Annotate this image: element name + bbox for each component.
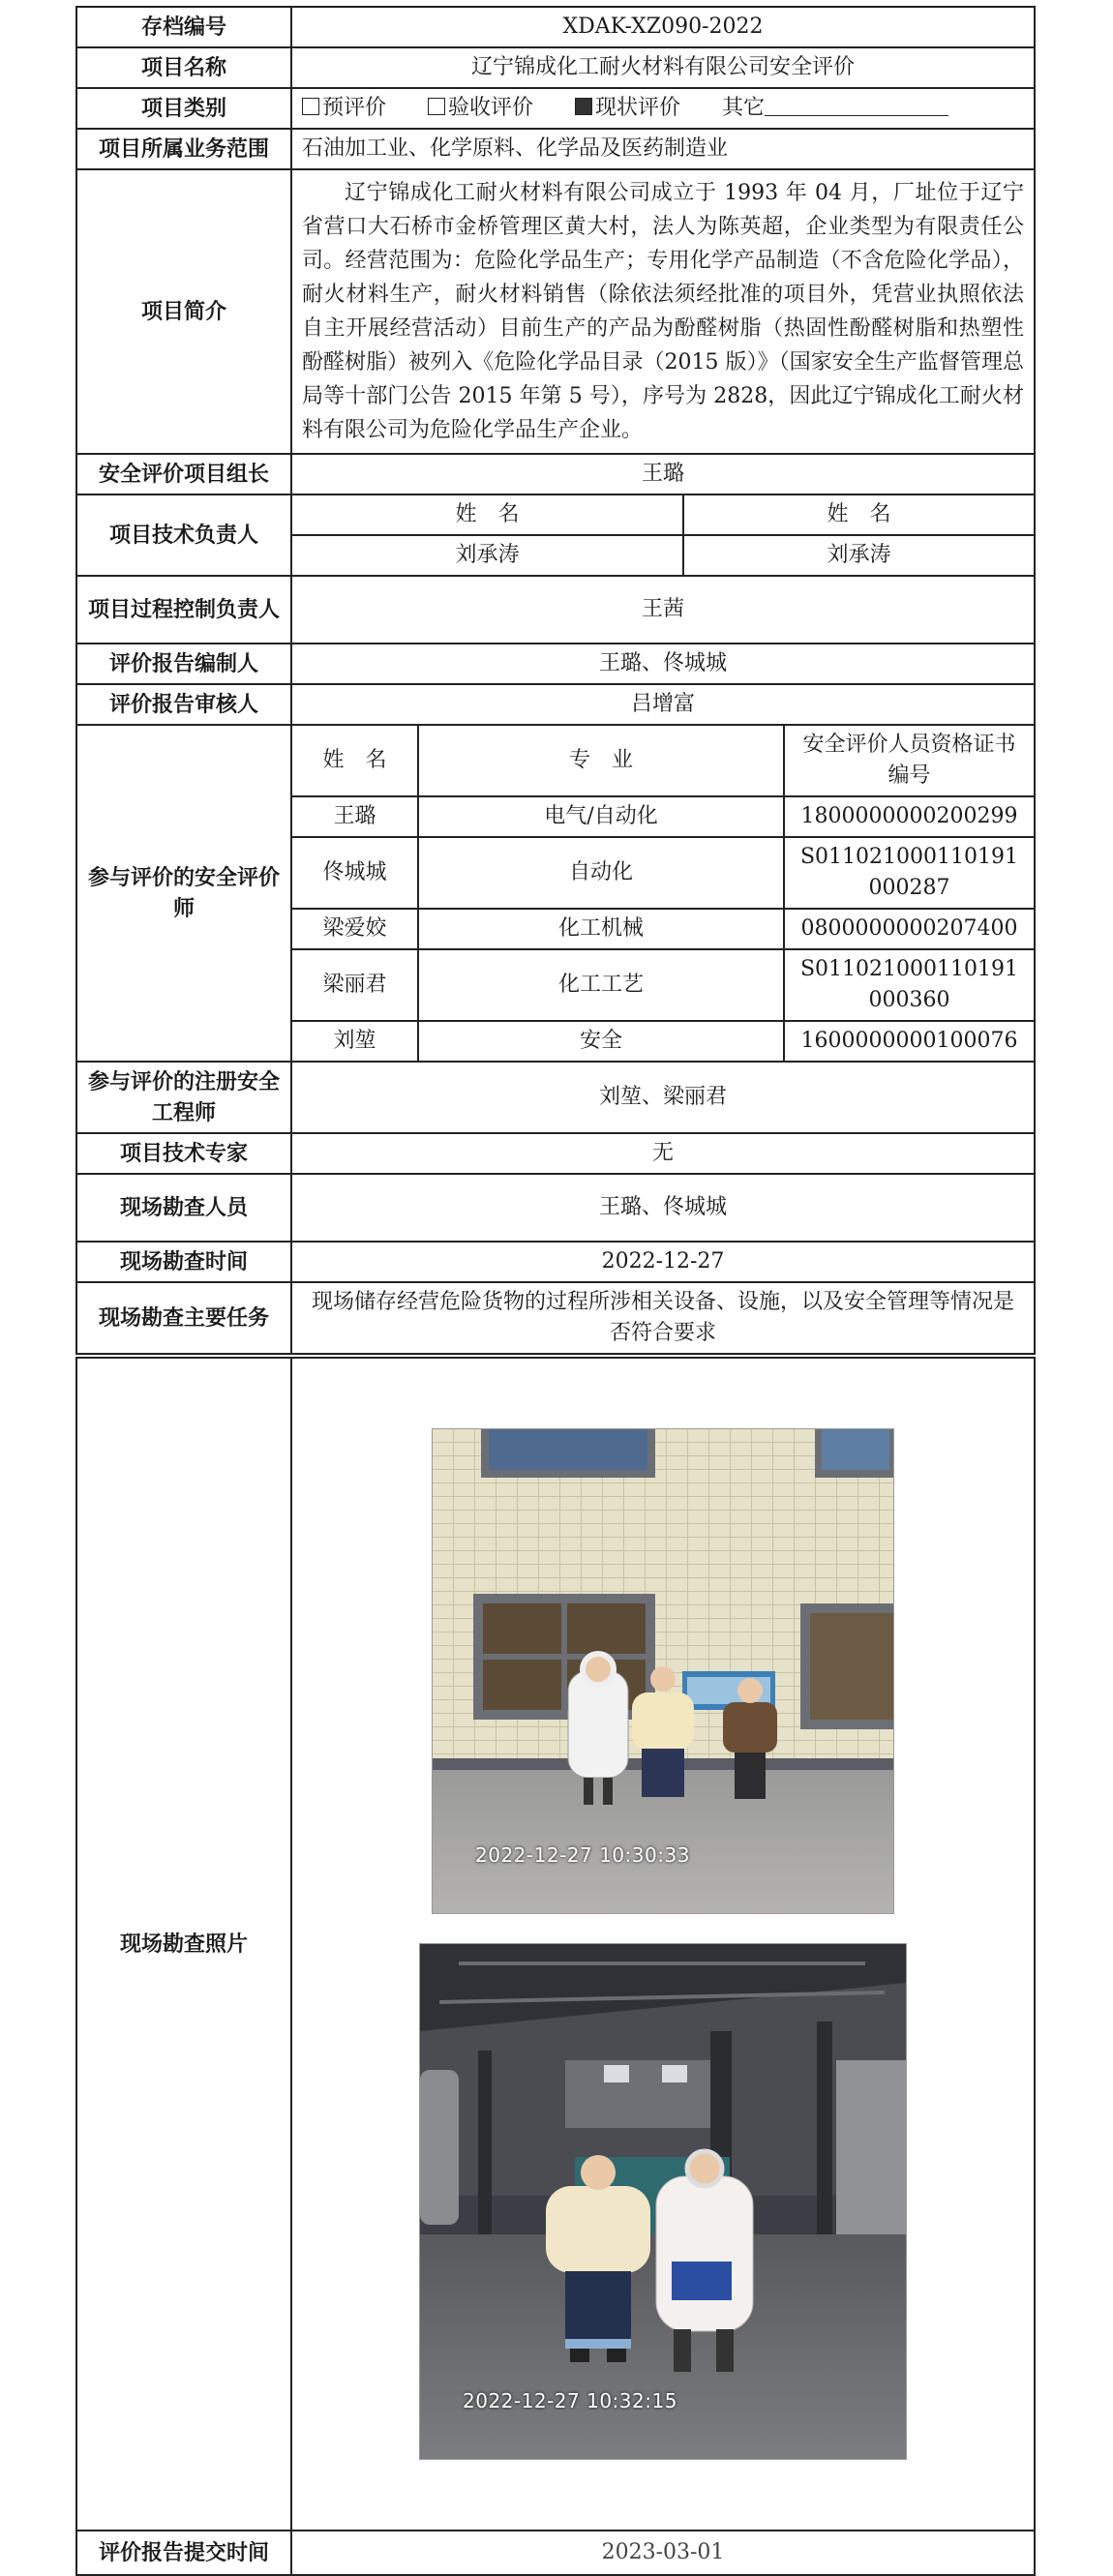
evaluator-name: 梁爱姣 <box>292 909 418 949</box>
process-control-label: 项目过程控制负责人 <box>76 576 291 644</box>
row-intro <box>76 169 1035 454</box>
category-option-pre[interactable] <box>302 93 386 124</box>
evaluators-header-major: 专 业 <box>418 726 784 796</box>
info-table <box>75 6 1036 1355</box>
site-survey-time-value: 2022-12-27 <box>291 1242 1035 1282</box>
category-option-acceptance[interactable] <box>428 93 533 124</box>
submit-time-label: 评价报告提交时间 <box>76 2531 291 2575</box>
submit-time-value: 2023-03-01 <box>291 2531 1035 2575</box>
evaluators-header-row <box>292 726 1034 796</box>
evaluators-header-cert: 安全评价人员资格证书编号 <box>784 726 1034 796</box>
row-project-name <box>76 47 1035 88</box>
row-archive-no <box>76 7 1035 47</box>
site-survey-task-label: 现场勘查主要任务 <box>76 1282 291 1354</box>
report-editor-label: 评价报告编制人 <box>76 644 291 684</box>
evaluator-name: 佟城城 <box>292 837 418 909</box>
evaluators-label: 参与评价的安全评价师 <box>76 725 291 1062</box>
photo-timestamp: 2022-12-27 10:30:33 <box>475 1843 690 1867</box>
site-survey-time-label: 现场勘查时间 <box>76 1242 291 1282</box>
process-control-value: 王茜 <box>291 576 1035 644</box>
category-option-label: 预评价 <box>322 96 387 120</box>
row-business-scope <box>76 129 1035 169</box>
archive-no-value: XDAK-XZ090-2022 <box>291 7 1035 47</box>
row-registered-engineers <box>76 1062 1035 1133</box>
category-option-current[interactable] <box>575 93 680 124</box>
evaluator-major: 化工机械 <box>418 909 784 949</box>
site-photo-indoor-image <box>420 1944 906 2459</box>
row-report-editor <box>76 644 1035 684</box>
evaluator-name: 刘堃 <box>292 1021 418 1061</box>
tech-lead-value-right: 刘承涛 <box>683 535 1034 575</box>
row-process-control <box>76 576 1035 644</box>
table-row <box>292 949 1034 1021</box>
row-tech-experts <box>76 1133 1035 1174</box>
project-name-value: 辽宁锦成化工耐火材料有限公司安全评价 <box>291 47 1035 88</box>
tech-lead-table <box>292 495 1034 575</box>
checkbox-checked-icon <box>575 98 592 115</box>
category-option-other <box>722 96 948 120</box>
evaluator-major: 自动化 <box>418 837 784 909</box>
evaluator-cert: 1600000000100076 <box>784 1021 1034 1061</box>
category-option-label: 现状评价 <box>595 96 681 120</box>
project-category-label: 项目类别 <box>76 88 291 129</box>
row-site-survey-staff <box>76 1174 1035 1242</box>
tech-experts-value: 无 <box>291 1133 1035 1174</box>
evaluator-major: 化工工艺 <box>418 949 784 1021</box>
evaluator-major: 安全 <box>418 1021 784 1061</box>
tech-lead-header-right: 姓 名 <box>683 495 1034 535</box>
row-submit-time <box>76 2531 1035 2575</box>
table-row <box>292 796 1034 837</box>
project-category-options <box>291 88 1035 129</box>
row-tech-lead <box>76 494 1035 576</box>
row-evaluators <box>76 725 1035 1062</box>
table-row <box>292 837 1034 909</box>
evaluators-header-name: 姓 名 <box>292 726 418 796</box>
report-reviewer-label: 评价报告审核人 <box>76 684 291 725</box>
photos-table <box>75 1357 1036 2576</box>
business-scope-value: 石油加工业、化学原料、化学品及医药制造业 <box>291 129 1035 169</box>
tech-lead-label: 项目技术负责人 <box>76 494 291 576</box>
registered-engineers-value: 刘堃、梁丽君 <box>291 1062 1035 1133</box>
project-name-label: 项目名称 <box>76 47 291 88</box>
business-scope-label: 项目所属业务范围 <box>76 129 291 169</box>
row-site-photos <box>76 1358 1035 2531</box>
tech-experts-label: 项目技术专家 <box>76 1133 291 1174</box>
registered-engineers-label: 参与评价的注册安全工程师 <box>76 1062 291 1133</box>
photo-timestamp: 2022-12-27 10:32:15 <box>463 2389 677 2412</box>
site-survey-staff-value: 王璐、佟城城 <box>291 1174 1035 1242</box>
checkbox-icon <box>428 98 445 115</box>
evaluator-name: 梁丽君 <box>292 949 418 1021</box>
site-photo-indoor <box>419 1943 907 2460</box>
site-photos-label: 现场勘查照片 <box>76 1358 291 2531</box>
row-project-category <box>76 88 1035 129</box>
site-photos-cell <box>291 1358 1035 2531</box>
row-team-leader <box>76 454 1035 494</box>
tech-lead-cell <box>291 494 1035 576</box>
evaluators-table <box>292 726 1034 1061</box>
evaluator-cert: 0800000000207400 <box>784 909 1034 949</box>
category-option-label: 验收评价 <box>448 96 534 120</box>
category-other-label: 其它 <box>722 96 766 120</box>
report-reviewer-value: 吕增富 <box>291 684 1035 725</box>
evaluation-info-sheet <box>75 6 1034 2576</box>
site-survey-task-value: 现场储存经营危险货物的过程所涉相关设备、设施，以及安全管理等情况是否符合要求 <box>291 1282 1035 1354</box>
site-survey-staff-label: 现场勘查人员 <box>76 1174 291 1242</box>
evaluator-major: 电气/自动化 <box>418 796 784 837</box>
checkbox-icon <box>302 98 319 115</box>
tech-lead-header-left: 姓 名 <box>292 495 683 535</box>
row-site-survey-task <box>76 1282 1035 1354</box>
site-photo-outdoor <box>432 1428 894 1914</box>
archive-no-label: 存档编号 <box>76 7 291 47</box>
category-other-blank[interactable] <box>765 94 948 116</box>
evaluator-cert: 1800000000200299 <box>784 796 1034 837</box>
evaluator-name: 王璐 <box>292 796 418 837</box>
table-row <box>292 1021 1034 1061</box>
evaluator-cert: S011021000110191000360 <box>784 949 1034 1021</box>
report-editor-value: 王璐、佟城城 <box>291 644 1035 684</box>
intro-label: 项目简介 <box>76 169 291 454</box>
team-leader-value: 王璐 <box>291 454 1035 494</box>
intro-text: 辽宁锦成化工耐火材料有限公司成立于 1993 年 04 月，厂址位于辽宁省营口大石桥市金桥管理区黄大村，法人为陈英超，企业类型为有限责任公司。经营范围为：危险化学品生产；专用化学产品制造（不含危险化学品），耐火材料生产，耐火材料销售（除依法须经批准的项目外，凭营业执照依法自主开展经营活动）目前生产的产品为酚醛树脂（热固性酚醛树脂和热塑性酚醛树脂）被列入《危险化学品目录（2015 版）》（国家安全生产监督管理总局等十部门公告 2015 年第 5 号），序号为 2828，因此辽宁锦成化工耐火材料有限公司为危险化学品生产企业。 <box>291 169 1035 454</box>
table-row <box>292 909 1034 949</box>
row-report-reviewer <box>76 684 1035 725</box>
evaluator-cert: S011021000110191000287 <box>784 837 1034 909</box>
team-leader-label: 安全评价项目组长 <box>76 454 291 494</box>
tech-lead-value-left: 刘承涛 <box>292 535 683 575</box>
row-site-survey-time <box>76 1242 1035 1282</box>
evaluators-cell <box>291 725 1035 1062</box>
